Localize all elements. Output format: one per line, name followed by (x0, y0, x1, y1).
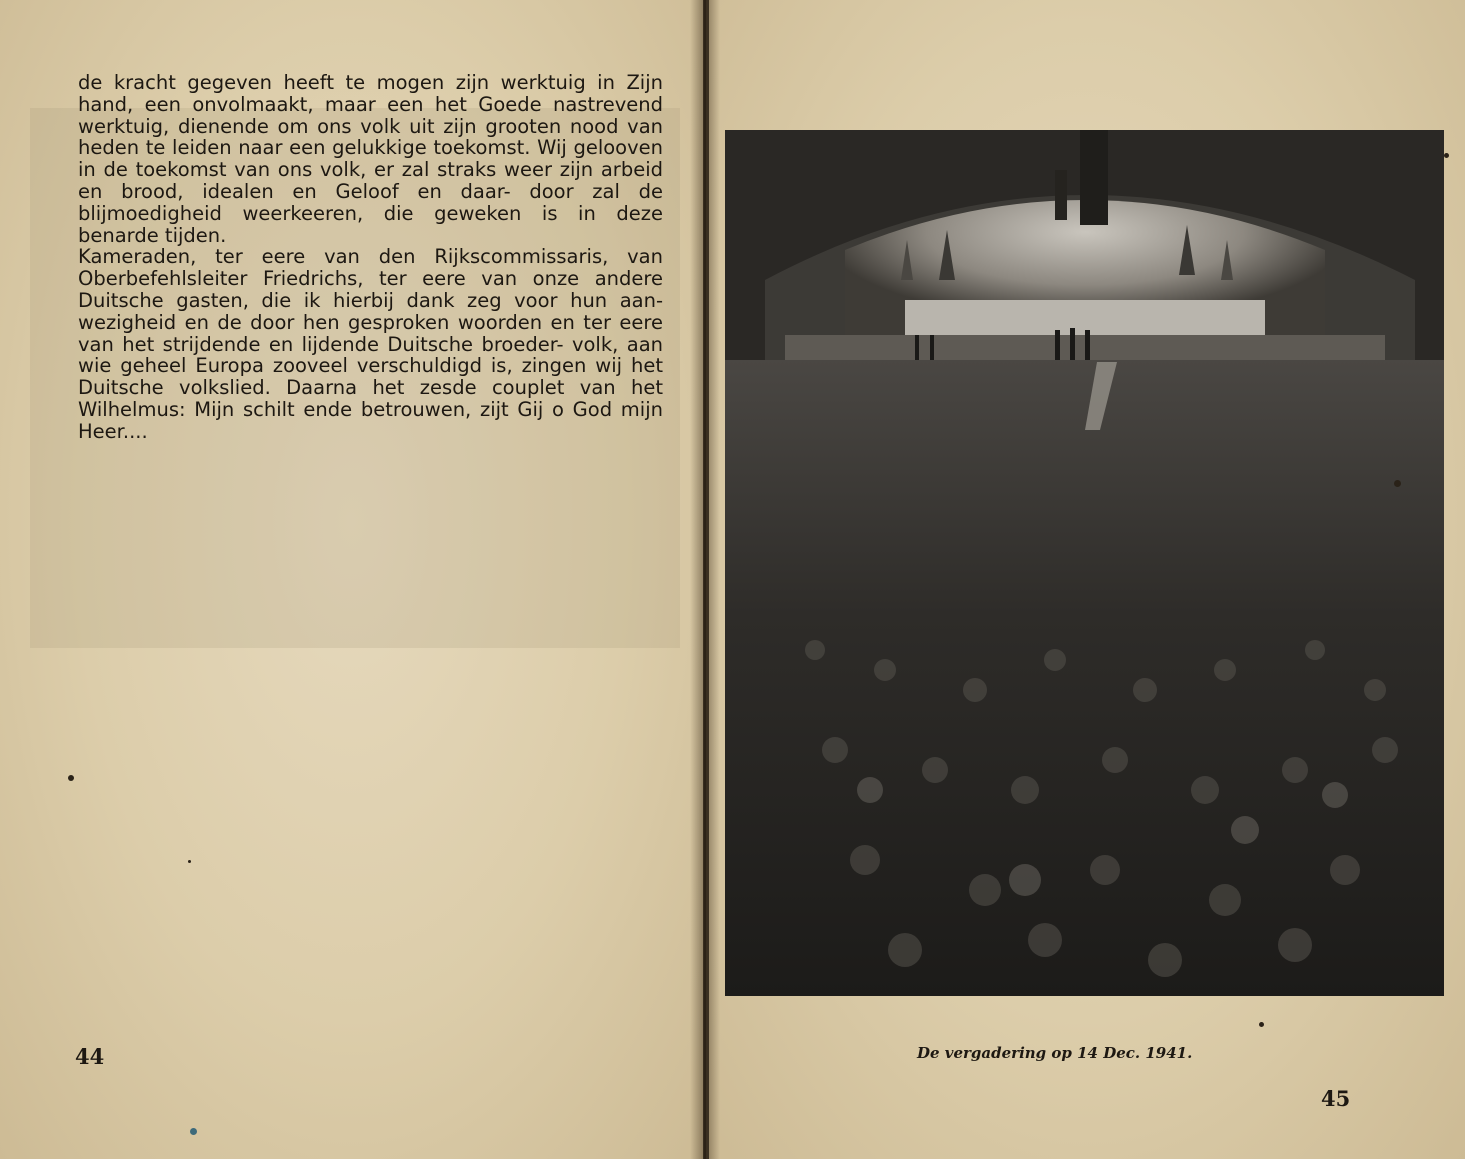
photo-illustration (725, 130, 1444, 996)
paper-speck (1259, 1022, 1264, 1027)
right-page (709, 0, 1465, 1159)
body-text: de kracht gegeven heeft te mogen zijn werktuig in Zijn hand, een onvolmaakt, maar een het Goede nastrevend werktuig, dienende om ons volk uit zijn grooten nood van heden te leiden naar een gelukkige toekomst. Wij gelooven in de toekomst van ons volk, er zal straks weer zijn arbeid en brood, idealen en Geloof en daar- door zal de blijmoedigheid weerkeeren, die geweken is in deze benarde tijden. Kameraden, ter eere van den Rijkscommissaris, van Oberbefehlsleiter Friedrichs, ter eere van onze andere Duitsche gasten, die ik hierbij dank zeg voor hun aan- wezigheid en de door hen gesproken woorden en ter eere van het strijdende en lijdende Duitsche broeder- volk, aan wie geheel Europa zooveel verschuldigd is, zingen wij het Duitsche volkslied. Daarna het zesde couplet van het Wilhelmus: Mijn schilt ende betrouwen, zijt Gij o God mijn Heer.... (78, 71, 663, 443)
page-number-right: 45 (1321, 1086, 1351, 1111)
paper-speck (188, 860, 191, 863)
paper-speck (190, 1128, 197, 1135)
paper-speck (1444, 153, 1449, 158)
left-page (0, 0, 703, 1159)
meeting-photo (725, 130, 1444, 996)
page-number-left: 44 (75, 1044, 105, 1069)
paper-speck (1394, 480, 1401, 487)
photo-caption: De vergadering op 14 Dec. 1941. (917, 1044, 1193, 1062)
paper-speck (68, 775, 74, 781)
